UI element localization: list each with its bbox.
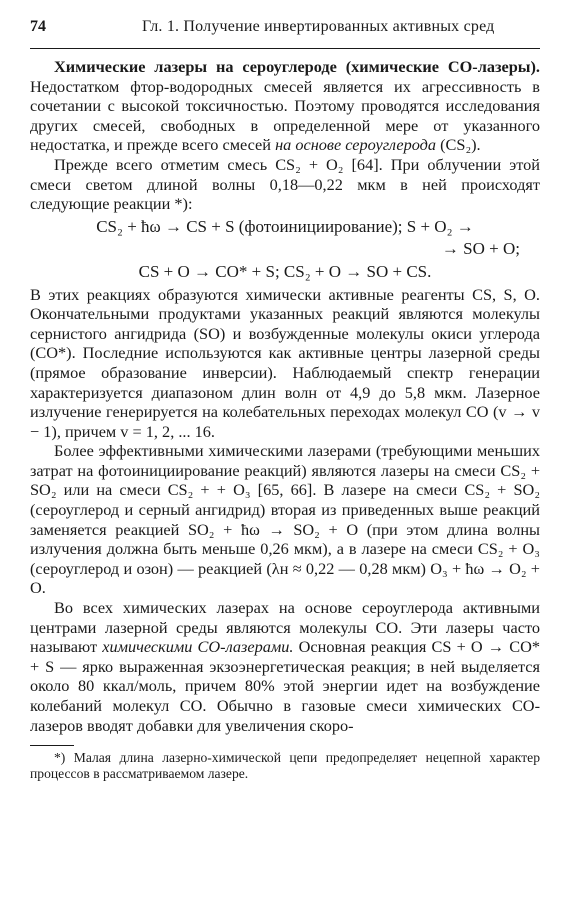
paragraph-text: (CS₂).: [436, 135, 481, 155]
paragraph-co-lasers-intro: [30, 57, 540, 155]
paragraph-cs2-o2-mixture: Прежде всего отметим смесь CS₂ + O₂ [64]. При облучении этой смеси светом длиной волны 0,18—0,22 мкм в ней происходят следующие реакции *):: [30, 154, 540, 214]
running-title: Гл. 1. Получение инвертированных активных сред: [142, 18, 495, 35]
main-text: [30, 57, 540, 735]
italic-term: на основе сероуглерода: [275, 135, 437, 155]
paragraph-text: Недостатком фтор-водородных смесей является их агрессивность в сочетании с высокой токсичностью. Поэтому проводятся исследования других смесей, свободных в определенной мере от указанного недостатка, и прежде всего смесей: [30, 76, 540, 155]
section-run-in-heading: Химические лазеры на сероуглероде (химические СО-лазеры).: [54, 57, 540, 76]
equation-line-2: → SO + O;: [441, 239, 520, 259]
paragraph-text: Основная реакция CS + O → CO* + S — ярко выраженная экзоэнергетическая реакция; в ней выделяется около 80 ккал/моль, причем 80% этой энергии идет на возбуждение колебаний молекул CO. Обычно в газовые смеси химических CO-лазеров вводят добавки для увеличения скоро-: [30, 637, 540, 735]
paragraph-reaction-products: В этих реакциях образуются химически активные реагенты CS, S, O. Окончательными продуктами указанных реакций являются молекулы сернистого ангидрида (SO) и возбужденные молекулы окиси углерода (CO*). Последние используются как активные центры лазерной среды (прямое образование инверсии). Наблюдаемый спектр генерации характеризуется диапазоном длин волн от 4,9 до 5,8 мкм. Лазерное излучение генерируется на колебательных переходах молекул CO (v → v − 1), причем v = 1, 2, ... 16.: [30, 284, 540, 441]
footnote-separator: [30, 745, 74, 746]
equation-line-1: CS₂ + ħω → CS + S (фотоинициирование); S + O₂ →: [96, 216, 474, 236]
running-header: [30, 18, 540, 49]
footnote: *) Малая длина лазерно-химической цепи предопределяет нецепной характер процессов в рассматриваемом лазере.: [30, 750, 540, 782]
page-number: 74: [30, 18, 46, 35]
italic-term: химическими CO-лазерами.: [102, 637, 294, 657]
equation-line-3: CS + O → CO* + S; CS₂ + O → SO + CS.: [138, 261, 432, 281]
paragraph-text: Во всех химических лазерах на основе сероуглерода активными центрами лазерной среды являются молекулы CO. Эти лазеры часто называют: [30, 598, 540, 657]
paragraph-efficient-lasers: Более эффективными химическими лазерами (требующими меньших затрат на фотоинициирование реакций) являются лазеры на смеси CS₂ + SO₂ или на смеси CS₂ + + O₃ [65, 66]. В лазере на смеси CS₂ + SO₂ (сероуглерод и серный ангидрид) вторая из приведенных выше реакций заменяется реакцией SO₂ + ħω → SO₂ + O (при этом длина волны излучения должна быть меньше 0,26 мкм), а в лазере на смеси CS₂ + O₃ (сероуглерод и озон) — реакцией (λн ≈ 0,22 — 0,28 мкм) O₃ + ħω → O₂ + O.: [30, 441, 540, 598]
paragraph-chemical-co-lasers: [30, 598, 540, 735]
